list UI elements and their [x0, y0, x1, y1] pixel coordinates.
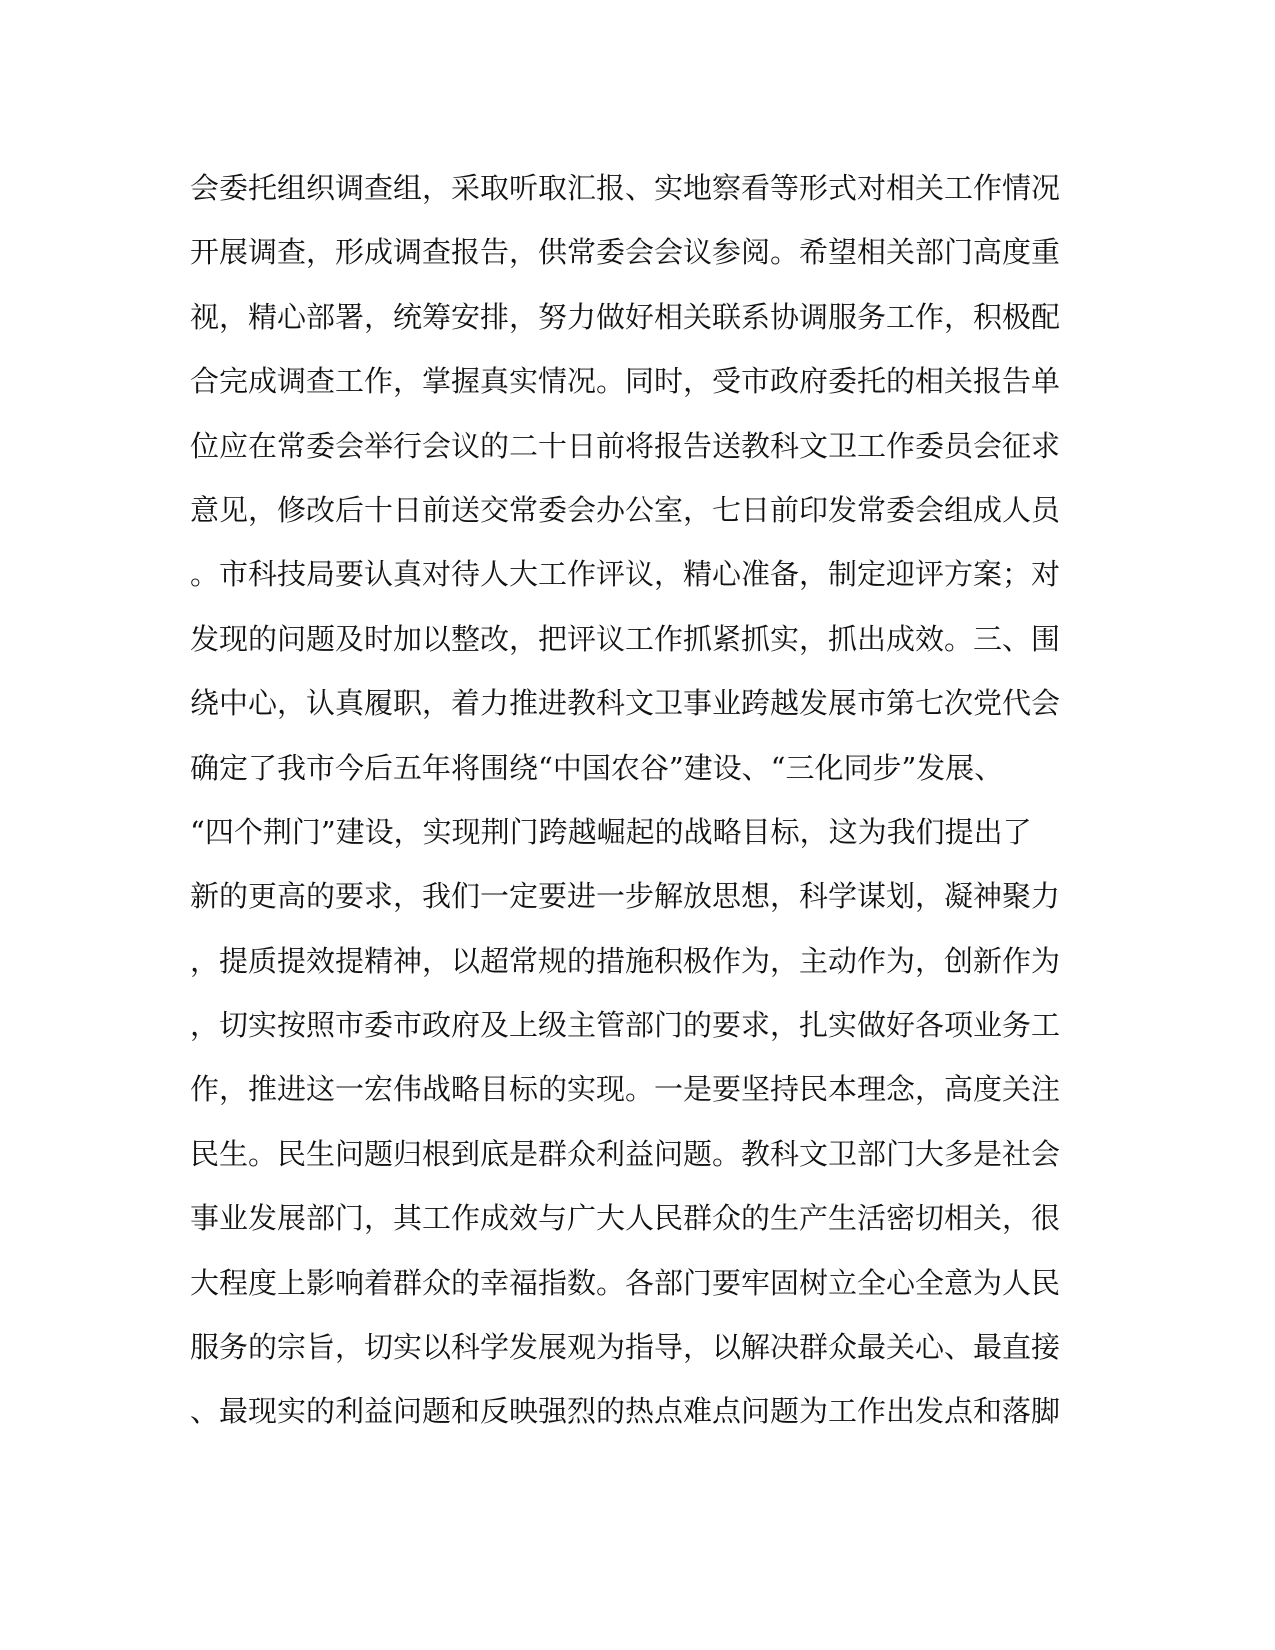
text-line: 合完成调查工作，掌握真实情况。同时，受市政府委托的相关报告单 — [190, 364, 1061, 399]
text-line: 大程度上影响着群众的幸福指数。各部门要牢固树立全心全意为人民 — [190, 1265, 1061, 1300]
text-line: ，切实按照市委市政府及上级主管部门的要求，扎实做好各项业务工 — [190, 1008, 1061, 1043]
text-line: 绕中心，认真履职，着力推进教科文卫事业跨越发展市第七次党代会 — [190, 686, 1061, 721]
text-line: 视，精心部署，统筹安排，努力做好相关联系协调服务工作，积极配 — [190, 299, 1061, 334]
text-line: 意见，修改后十日前送交常委会办公室，七日前印发常委会组成人员 — [190, 492, 1061, 527]
text-line: 新的更高的要求，我们一定要进一步解放思想，科学谋划，凝神聚力 — [190, 879, 1061, 914]
text-line: 。市科技局要认真对待人大工作评议，精心准备，制定迎评方案；对 — [190, 557, 1061, 592]
text-line: “四个荆门”建设，实现荆门跨越崛起的战略目标，这为我们提出了 — [190, 814, 1032, 849]
text-line: 会委托组织调查组，采取听取汇报、实地察看等形式对相关工作情况 — [190, 171, 1061, 205]
text-line: 事业发展部门，其工作成效与广大人民群众的生产生活密切相关，很 — [190, 1201, 1061, 1236]
text-line: 开展调查，形成调查报告，供常委会会议参阅。希望相关部门高度重 — [190, 235, 1061, 270]
text-line: 位应在常委会举行会议的二十日前将报告送教科文卫工作委员会征求 — [190, 428, 1061, 463]
text-line: 发现的问题及时加以整改，把评议工作抓紧抓实，抓出成效。三、围 — [190, 621, 1061, 656]
body-text — [190, 156, 1070, 1444]
text-line: 、最现实的利益问题和反映强烈的热点难点问题为工作出发点和落脚 — [190, 1394, 1061, 1429]
text-line: 确定了我市今后五年将围绕“中国农谷”建设、“三化同步”发展、 — [190, 750, 1004, 785]
text-line: 民生。民生问题归根到底是群众利益问题。教科文卫部门大多是社会 — [190, 1136, 1061, 1171]
text-line: ，提质提效提精神，以超常规的措施积极作为，主动作为，创新作为 — [190, 943, 1061, 978]
text-line: 作，推进这一宏伟战略目标的实现。一是要坚持民本理念，高度关注 — [190, 1072, 1061, 1107]
text-line: 服务的宗旨，切实以科学发展观为指导，以解决群众最关心、最直接 — [190, 1330, 1061, 1365]
